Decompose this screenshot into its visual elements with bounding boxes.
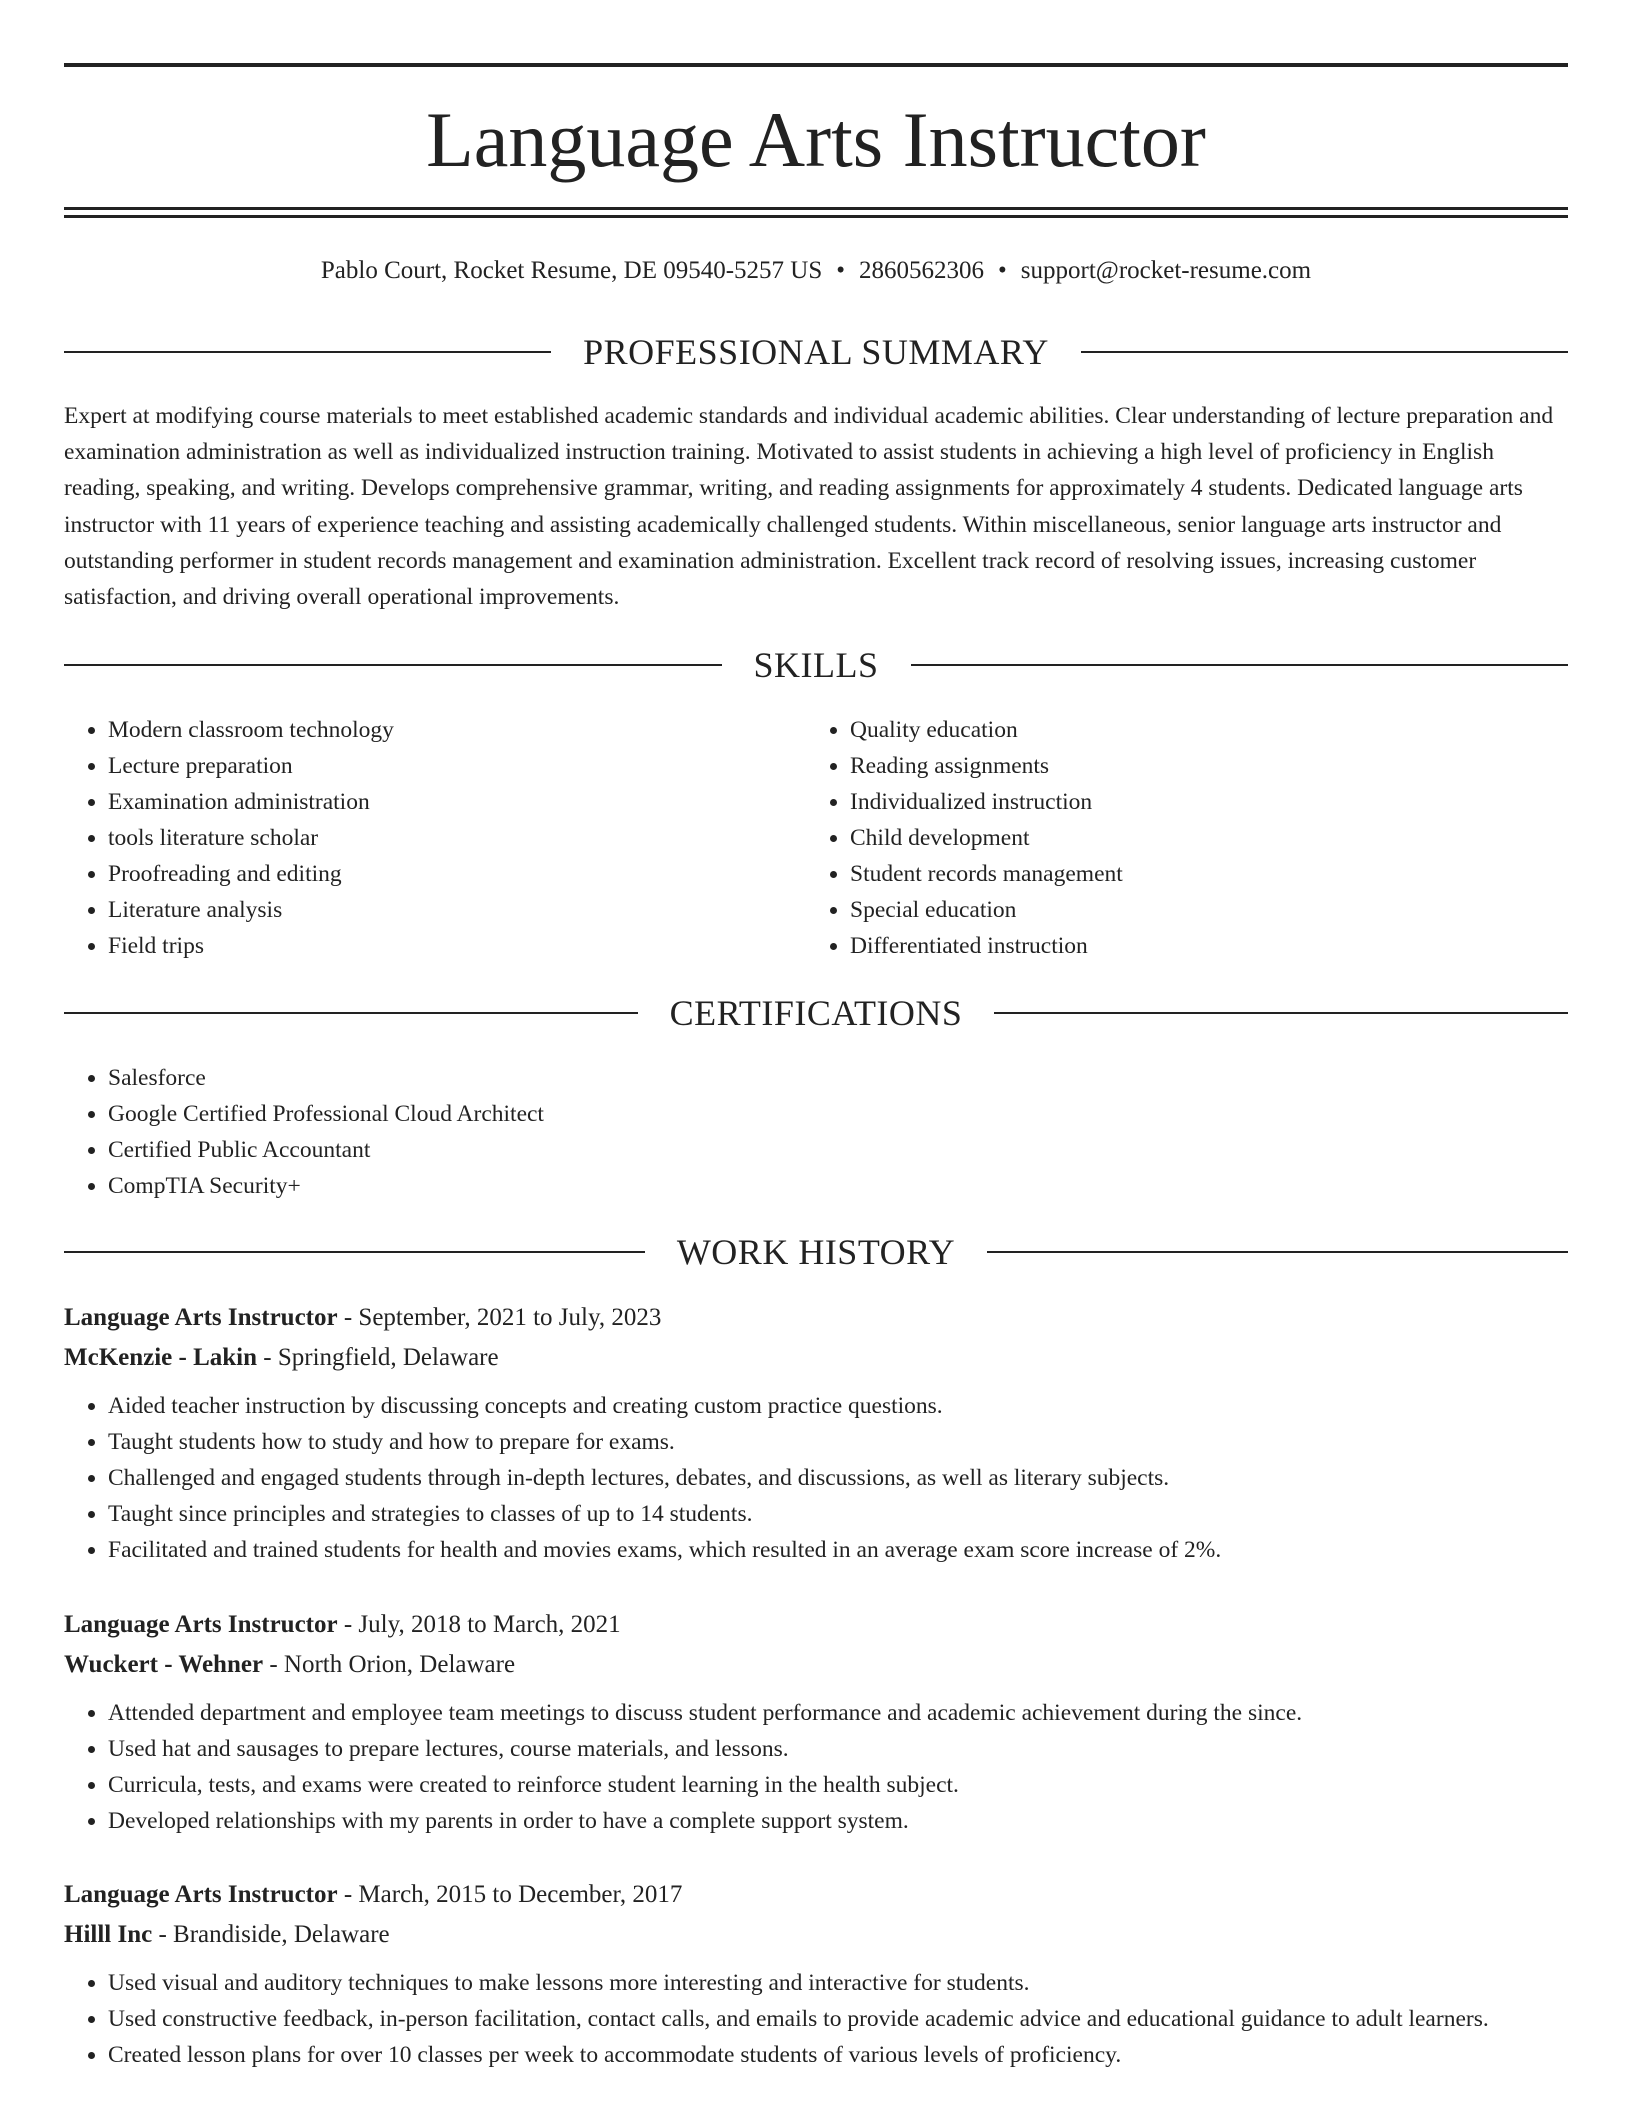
job-bullets <box>64 1965 1568 2073</box>
header-bottom-rule-second <box>64 215 1568 218</box>
contact-separator: • <box>836 257 846 284</box>
summary-text: Expert at modifying course materials to meet established academic standards and individual academic abilities. Clear understanding of lecture preparation and examination administration as well as individualized instruction training. Motivated to assist students in achieving a high level of proficiency in English reading, speaking, and writing. Develops comprehensive grammar, writing, and reading assignments for approximately 4 students. Dedicated language arts instructor with 11 years of experience teaching and assisting academically challenged students. Within miscellaneous, senior language arts instructor and outstanding performer in student records management and examination administration. Excellent track record of resolving issues, increasing customer satisfaction, and driving overall operational improvements. <box>64 403 1554 611</box>
skill-item: • Individualized instruction <box>850 784 1548 820</box>
contact-email: support@rocket-resume.com <box>1020 257 1312 284</box>
certifications-list <box>64 1060 1568 1204</box>
job-entry <box>64 1298 1568 1568</box>
job-title-line <box>64 1298 1568 1338</box>
job-bullet: • Used visual and auditory techniques to make lessons more interesting and interactive for students. <box>108 1965 1568 2001</box>
resume-title: Language Arts Instructor <box>426 96 1206 183</box>
skills-heading-label: SKILLS <box>753 645 879 685</box>
skill-item: • Proofreading and editing <box>108 856 806 892</box>
job-location: - Brandiside, Delaware <box>152 1921 390 1948</box>
skill-item: • Student records management <box>850 856 1548 892</box>
skill-item: • Special education <box>850 892 1548 928</box>
work-history-heading-label: WORK HISTORY <box>676 1232 956 1272</box>
job-bullets <box>64 1695 1568 1839</box>
job-bullet: • Aided teacher instruction by discussing concepts and creating custom practice questions. <box>108 1388 1568 1424</box>
job-company: McKenzie - Lakin <box>64 1344 258 1371</box>
job-bullet: • Taught since principles and strategies to classes of up to 14 students. <box>108 1496 1568 1532</box>
job-dates: - July, 2018 to March, 2021 <box>337 1611 621 1638</box>
job-entry <box>64 1875 1568 2073</box>
summary-heading-label: PROFESSIONAL SUMMARY <box>583 332 1049 372</box>
skill-item: • Lecture preparation <box>108 748 806 784</box>
skill-item: • Child development <box>850 820 1548 856</box>
job-company-line <box>64 1338 1568 1378</box>
job-title-line <box>64 1875 1568 1915</box>
certification-item: • Google Certified Professional Cloud Architect <box>108 1096 1568 1132</box>
skills-column-right <box>806 712 1548 964</box>
skill-item: • Reading assignments <box>850 748 1548 784</box>
heading-rule-left <box>64 1251 645 1253</box>
job-company-line <box>64 1645 1568 1685</box>
certification-item: • Salesforce <box>108 1060 1568 1096</box>
job-location: - North Orion, Delaware <box>263 1651 516 1678</box>
header-bottom-rule <box>64 207 1568 210</box>
job-title: Language Arts Instructor <box>64 1611 338 1638</box>
job-bullet: • Facilitated and trained students for health and movies exams, which resulted in an average exam score increase of 2%. <box>108 1532 1568 1568</box>
skill-item: • Examination administration <box>108 784 806 820</box>
job-bullet: • Attended department and employee team meetings to discuss student performance and academic achievement during the since. <box>108 1695 1568 1731</box>
job-bullets <box>64 1388 1568 1568</box>
contact-separator: • <box>998 257 1007 284</box>
heading-rule-right <box>911 664 1569 666</box>
heading-rule-right <box>1081 351 1568 353</box>
skill-item: • Literature analysis <box>108 892 806 928</box>
job-bullet: • Used constructive feedback, in-person facilitation, contact calls, and emails to provide academic advice and educational guidance to adult learners. <box>108 2001 1568 2037</box>
job-company: Hilll Inc <box>64 1921 153 1948</box>
certification-item: • CompTIA Security+ <box>108 1168 1568 1204</box>
heading-rule-right <box>994 1012 1568 1014</box>
heading-rule-left <box>64 1012 638 1014</box>
job-bullet: • Developed relationships with my parents in order to have a complete support system. <box>108 1803 1568 1839</box>
job-company: Wuckert - Wehner <box>64 1651 264 1678</box>
skills-heading <box>64 643 1568 687</box>
certifications-heading-label: CERTIFICATIONS <box>669 993 963 1033</box>
job-title: Language Arts Instructor <box>64 1881 338 1908</box>
skill-item: • tools literature scholar <box>108 820 806 856</box>
job-company-line <box>64 1915 1568 1955</box>
job-bullet: • Used hat and sausages to prepare lectures, course materials, and lessons. <box>108 1731 1568 1767</box>
job-title-line <box>64 1605 1568 1645</box>
skills-list <box>64 712 1568 964</box>
contact-phone: 2860562306 <box>859 257 985 284</box>
heading-rule-left <box>64 664 722 666</box>
skill-item: • Differentiated instruction <box>850 928 1548 964</box>
job-dates: - March, 2015 to December, 2017 <box>337 1881 683 1908</box>
job-entry <box>64 1605 1568 1839</box>
skill-item: • Modern classroom technology <box>108 712 806 748</box>
job-bullet: • Taught students how to study and how to prepare for exams. <box>108 1424 1568 1460</box>
contact-address: Pablo Court, Rocket Resume, DE 09540-5257 US <box>320 257 823 284</box>
work-history-heading <box>64 1230 1568 1274</box>
contact-line <box>64 254 1568 288</box>
certifications-heading <box>64 991 1568 1035</box>
skills-column-left <box>64 712 806 964</box>
job-bullet: • Curricula, tests, and exams were created to reinforce student learning in the health subject. <box>108 1767 1568 1803</box>
job-bullet: • Created lesson plans for over 10 classes per week to accommodate students of various levels of proficiency. <box>108 2037 1568 2073</box>
skill-item: • Field trips <box>108 928 806 964</box>
skill-item: • Quality education <box>850 712 1548 748</box>
heading-rule-right <box>987 1251 1568 1253</box>
job-location: - Springfield, Delaware <box>257 1344 499 1371</box>
heading-rule-left <box>64 351 551 353</box>
certification-item: • Certified Public Accountant <box>108 1132 1568 1168</box>
summary-heading <box>64 330 1568 374</box>
job-bullet: • Challenged and engaged students through in-depth lectures, debates, and discussions, as well as literary subjects. <box>108 1460 1568 1496</box>
header-top-rule <box>64 63 1568 67</box>
job-dates: - September, 2021 to July, 2023 <box>337 1304 662 1331</box>
job-title: Language Arts Instructor <box>64 1304 338 1331</box>
